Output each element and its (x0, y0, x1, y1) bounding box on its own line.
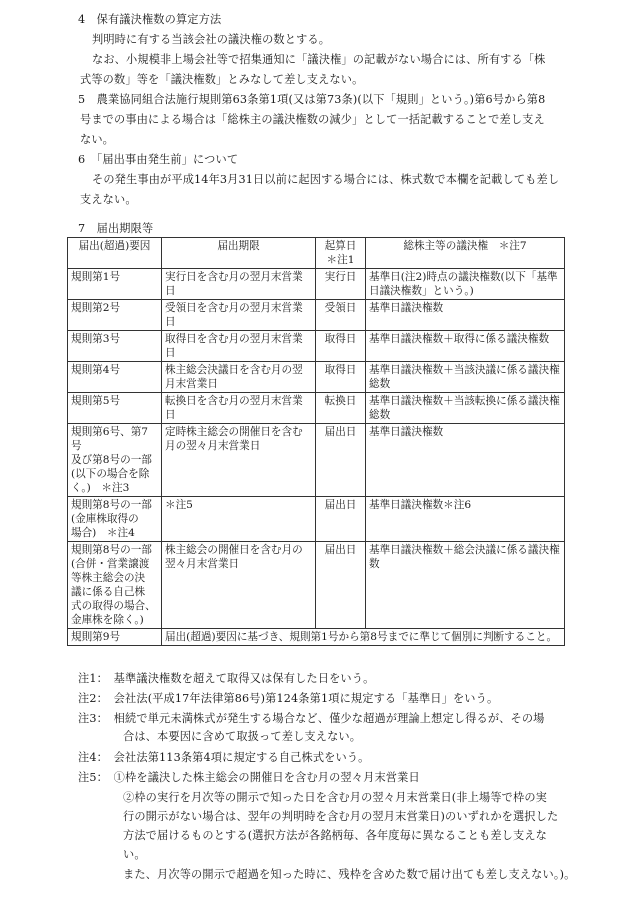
section-4-heading: 4 保有議決権数の算定方法 (78, 13, 222, 26)
cell-deadline: 株主総会決議日を含む月の翌月末営業日 (162, 362, 316, 393)
table-row (68, 300, 565, 331)
table-header-row (68, 238, 565, 269)
cell-start: 実行日 (316, 269, 366, 300)
table-row (68, 497, 565, 542)
cell-deadline: 転換日を含む月の翌月末営業日 (162, 393, 316, 424)
note-3-line-2: 合は、本要因に含めて取扱って差し支えない。 (123, 730, 362, 743)
cell-start: 届出日 (316, 424, 366, 497)
note-5-line-6: また、月次等の開示で超過を知った時に、残枠を含めた数で届け出ても差し支えない。)。 (123, 868, 576, 881)
cell-cause: 規則第8号の一部 (金庫株取得の 場合) ＊注4 (68, 497, 162, 542)
note-5-line-4: 方法で届けるものとする(選択方法が各銘柄毎、各年度毎に異なることも差し支えな (123, 829, 548, 842)
cell-votes: 基準日議決権数 (366, 424, 565, 497)
section-7-heading: 7 届出期限等 (78, 222, 154, 235)
table-row (68, 269, 565, 300)
cell-votes: 基準日(注2)時点の議決権数(以下「基準日議決権数」という。) (366, 269, 565, 300)
section-4-note-line-1: なお、小規模非上場会社等で招集通知に「議決権」の記載がない場合には、所有する「株 (92, 53, 546, 66)
cell-deadline: 実行日を含む月の翌月末営業日 (162, 269, 316, 300)
cell-votes: 基準日議決権数＋取得に係る議決権数 (366, 331, 565, 362)
cell-cause: 規則第8号の一部 (合併・営業譲渡 等株主総会の決 議に係る自己株 式の取得の場合、 金庫株を除く。) (68, 542, 162, 629)
cell-deadline: 定時株主総会の開催日を含む月の翌々月末営業日 (162, 424, 316, 497)
table-row (68, 424, 565, 497)
cell-deadline: 株主総会の開催日を含む月の翌々月末営業日 (162, 542, 316, 629)
section-4-paragraph: 判明時に有する当該会社の議決権の数とする。 (92, 33, 331, 46)
table-row (68, 393, 565, 424)
cell-cause: 規則第4号 (68, 362, 162, 393)
section-4-note-line-2: 式等の数」等を「議決権数」とみなして差し支えない。 (80, 73, 364, 86)
cell-deadline: 取得日を含む月の翌月末営業日 (162, 331, 316, 362)
cell-merged-note: 届出(超過)要因に基づき、規則第1号から第8号までに準じて個別に判断すること。 (162, 629, 565, 646)
note-5-line-3: 行の開示がない場合は、翌年の判明時を含む月の翌月末営業日)のいずれかを選択した (123, 810, 559, 823)
note-1: 注1： 基準議決権数を超えて取得又は保有した日をいう。 (78, 672, 375, 685)
deadline-table (67, 237, 565, 646)
cell-start: 転換日 (316, 393, 366, 424)
cell-deadline: 受領日を含む月の翌月末営業日 (162, 300, 316, 331)
note-5-line-1: 注5： ①枠を議決した株主総会の開催日を含む月の翌々月末営業日 (78, 771, 420, 784)
header-deadline: 届出期限 (162, 238, 316, 269)
section-5-line-2: 号までの事由による場合は「総株主の議決権数の減少」として一括記載することで差し支え (80, 113, 545, 126)
cell-start: 取得日 (316, 362, 366, 393)
table-row (68, 542, 565, 629)
cell-cause: 規則第6号、第7号 及び第8号の一部 (以下の場合を除 く。) ＊注3 (68, 424, 162, 497)
cell-votes: 基準日議決権数＋当該決議に係る議決権総数 (366, 362, 565, 393)
cell-deadline: ＊注5 (162, 497, 316, 542)
table-row (68, 629, 565, 646)
table-row (68, 362, 565, 393)
section-6-line-2: 支えない。 (80, 193, 137, 206)
cell-votes: 基準日議決権数＊注6 (366, 497, 565, 542)
section-5-line-3: ない。 (80, 133, 115, 146)
section-6-heading: 6 「届出事由発生前」について (78, 153, 239, 166)
note-5-line-2: ②枠の実行を月次等の開示で知った日を含む月の翌々月末営業日(非上場等で枠の実 (123, 791, 548, 804)
note-4: 注4： 会社法第113条第4項に規定する自己株式をいう。 (78, 751, 370, 764)
table-row (68, 331, 565, 362)
cell-votes: 基準日議決権数＋当該転換に係る議決権総数 (366, 393, 565, 424)
cell-cause: 規則第3号 (68, 331, 162, 362)
note-3-line-1: 注3： 相続で単元未満株式が発生する場合など、僅少な超過が理論上想定し得るが、その場 (78, 712, 545, 725)
cell-start: 受領日 (316, 300, 366, 331)
header-voting-rights: 総株主等の議決権 ＊注7 (366, 238, 565, 269)
header-start-date: 起算日 ＊注1 (316, 238, 366, 269)
note-5-line-5: い。 (123, 848, 146, 861)
cell-votes: 基準日議決権数 (366, 300, 565, 331)
cell-start: 届出日 (316, 542, 366, 629)
cell-start: 取得日 (316, 331, 366, 362)
cell-start: 届出日 (316, 497, 366, 542)
cell-cause: 規則第9号 (68, 629, 162, 646)
cell-votes: 基準日議決権数＋総会決議に係る議決権数 (366, 542, 565, 629)
note-2: 注2： 会社法(平成17年法律第86号)第124条第1項に規定する「基準日」をいう。 (78, 692, 499, 705)
section-5-line-1: 5 農業協同組合法施行規則第63条第1項(又は第73条)(以下「規則」という。)第6号から第8 (78, 93, 546, 106)
section-6-line-1: その発生事由が平成14年3月31日以前に起因する場合には、株式数で本欄を記載しても差し (92, 173, 560, 186)
cell-cause: 規則第5号 (68, 393, 162, 424)
cell-cause: 規則第2号 (68, 300, 162, 331)
header-cause: 届出(超過)要因 (68, 238, 162, 269)
cell-cause: 規則第1号 (68, 269, 162, 300)
